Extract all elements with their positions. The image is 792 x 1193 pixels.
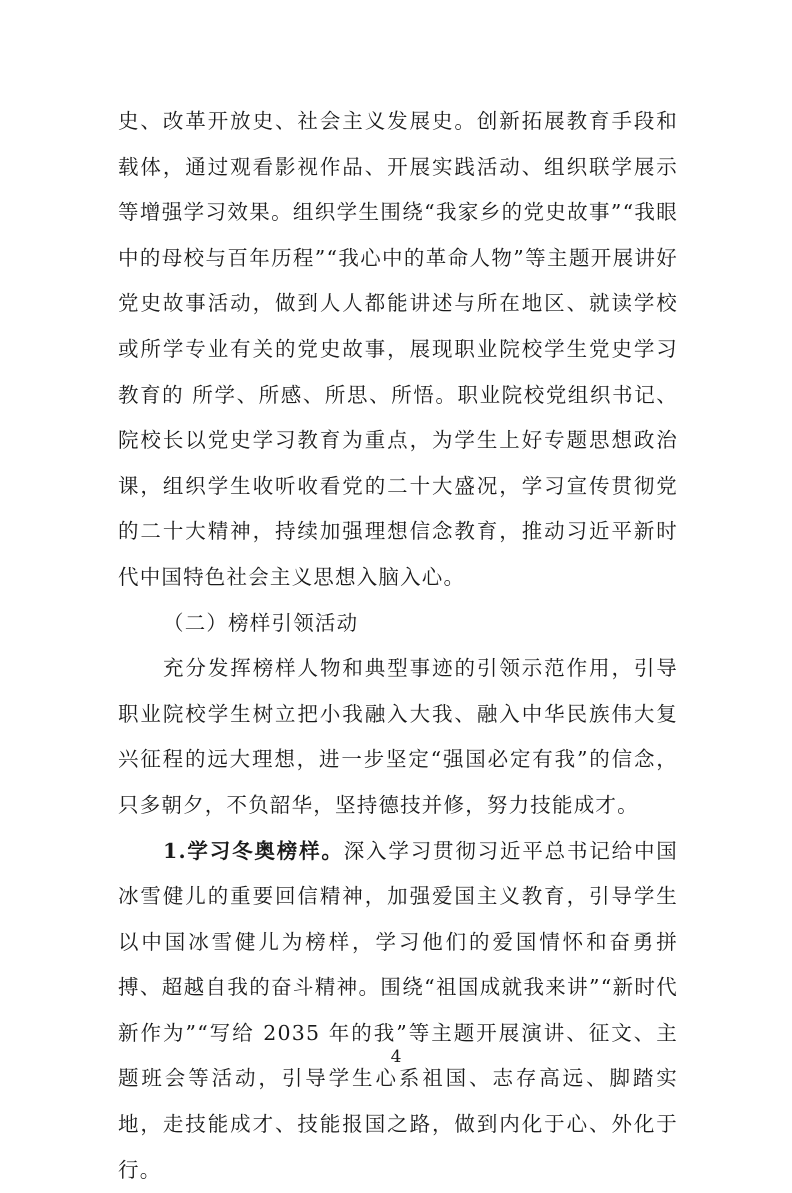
paragraph-continued: 史、改革开放史、社会主义发展史。创新拓展教育手段和载体，通过观看影视作品、开展实践活动、组织联学展示等增强学习效果。组织学生围绕“我家乡的党史故事”“我眼中的母校与百年历程”“我心中的革命人物”等主题开展讲好党史故事活动，做到人人都能讲述与所在地区、就读学校或所学专业有关的党史故事，展现职业院校学生党史学习教育的 所学、所感、所思、所悟。职业院校党组织书记、院校长以党史学习教育为重点，为学生上好专题思想政治课，组织学生收听收看党的二十大盛况，学习宣传贯彻党的二十大精神，持续加强理想信念教育，推动习近平新时代中国特色社会主义思想入脑入心。 xyxy=(118,99,678,601)
section-heading: （二）榜样引领活动 xyxy=(118,601,678,647)
item-1-title: 1.学习冬奥榜样。 xyxy=(163,839,344,863)
page-body xyxy=(118,99,678,1193)
item-1-body: 深入学习贯彻习近平总书记给中国冰雪健儿的重要回信精神，加强爱国主义教育，引导学生以中国冰雪健儿为榜样，学习他们的爱国情怀和奋勇拼搏、超越自我的奋斗精神。围绕“祖国成就我来讲”“新时代 新作为”“写给 2035 年的我”等主题开展演讲、征文、主题班会等活动，引导学生心系祖国、志存高远、脚踏实地，走技能成才、技能报国之路，做到内化于心、外化于行。 xyxy=(118,839,678,1182)
item-1-paragraph xyxy=(118,829,678,1193)
section-intro-paragraph: 充分发挥榜样人物和典型事迹的引领示范作用，引导职业院校学生树立把小我融入大我、融入中华民族伟大复兴征程的远大理想，进一步坚定“强国必定有我”的信念，只多朝夕，不负韶华，坚持德技并修，努力技能成才。 xyxy=(118,646,678,828)
page-number: 4 xyxy=(0,1047,792,1067)
